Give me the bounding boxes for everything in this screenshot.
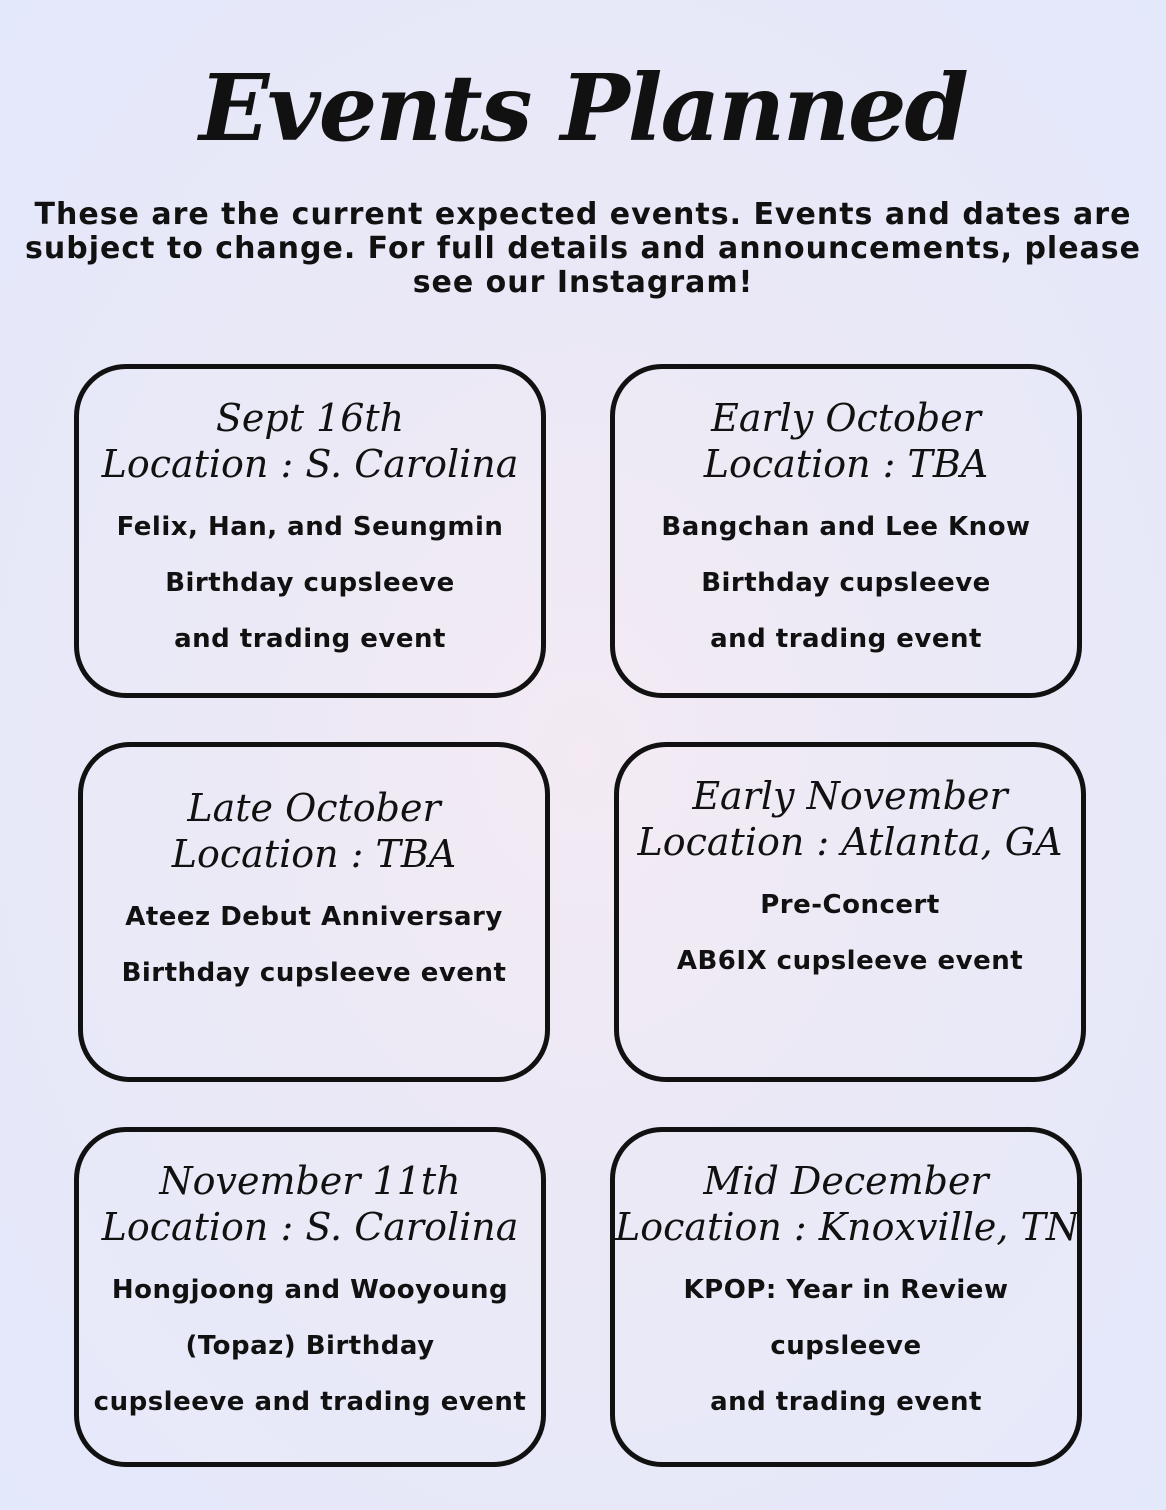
event-description (615, 1262, 1077, 1430)
event-line: KPOP: Year in Review (683, 1275, 1009, 1305)
event-description (619, 877, 1081, 989)
event-location: Location : TBA (703, 442, 989, 486)
event-card-sept-16th (74, 364, 546, 698)
event-line: cupsleeve (770, 1331, 922, 1361)
event-line: and trading event (174, 624, 446, 654)
event-location: Location : TBA (171, 832, 457, 876)
event-line: Birthday cupsleeve event (121, 958, 507, 988)
event-line: cupsleeve and trading event (93, 1387, 527, 1417)
event-line: Birthday cupsleeve (165, 568, 455, 598)
event-card-late-october (78, 742, 550, 1082)
event-description (615, 499, 1077, 667)
event-description (79, 499, 541, 667)
event-line: Birthday cupsleeve (701, 568, 991, 598)
intro-line-1: These are the current expected events. Events and dates are (34, 197, 1132, 232)
event-card-mid-december (610, 1127, 1082, 1467)
event-location: Location : S. Carolina (101, 442, 519, 486)
event-date: Late October (187, 786, 441, 830)
intro-text (20, 198, 1146, 300)
event-line: Pre-Concert (760, 890, 940, 920)
event-location: Location : S. Carolina (101, 1205, 519, 1249)
event-location: Location : Atlanta, GA (637, 820, 1063, 864)
event-date: Sept 16th (215, 396, 405, 440)
event-line: Bangchan and Lee Know (661, 512, 1031, 542)
event-date: Early November (692, 774, 1008, 818)
event-date: Early October (711, 396, 981, 440)
event-description (83, 889, 545, 1001)
intro-line-3: see our Instagram! (412, 265, 754, 300)
event-line: and trading event (710, 1387, 982, 1417)
event-date: November 11th (159, 1159, 461, 1203)
event-card-early-october (610, 364, 1082, 698)
event-line: Hongjoong and Wooyoung (111, 1275, 509, 1305)
event-description (79, 1262, 541, 1430)
event-date: Mid December (703, 1159, 989, 1203)
event-line: and trading event (710, 624, 982, 654)
event-card-november-11th (74, 1127, 546, 1467)
event-line: Felix, Han, and Seungmin (116, 512, 504, 542)
event-line: (Topaz) Birthday (185, 1331, 435, 1361)
event-line: Ateez Debut Anniversary (125, 902, 503, 932)
intro-line-2: subject to change. For full details and announcements, please (25, 231, 1141, 266)
event-line: AB6IX cupsleeve event (676, 946, 1024, 976)
event-card-early-november (614, 742, 1086, 1082)
event-location: Location : Knoxville, TN (615, 1205, 1080, 1249)
page-title: Events Planned (199, 54, 967, 162)
